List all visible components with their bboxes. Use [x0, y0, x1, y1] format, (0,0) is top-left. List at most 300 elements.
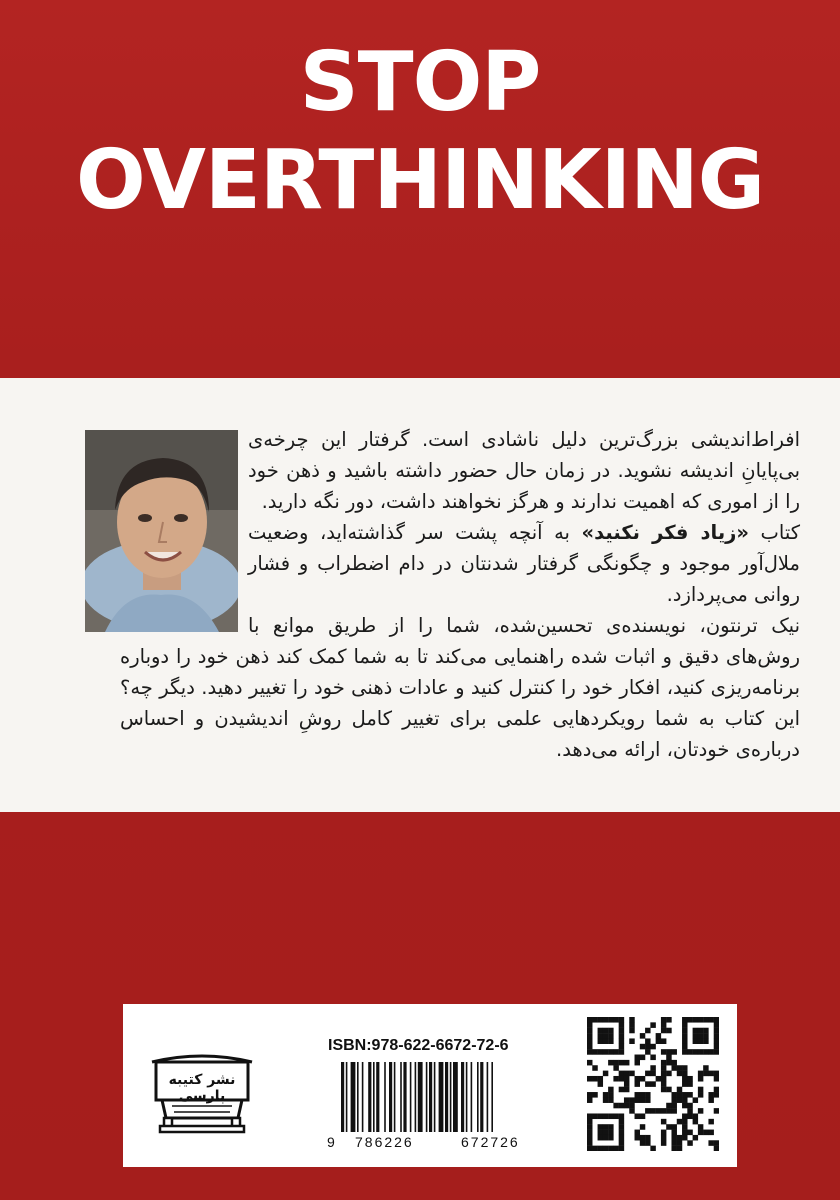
- qr-module: [608, 1087, 613, 1093]
- qr-module: [661, 1081, 666, 1087]
- qr-module: [629, 1103, 634, 1109]
- qr-module: [603, 1130, 608, 1136]
- qr-module: [629, 1017, 634, 1023]
- qr-module: [666, 1087, 671, 1093]
- barcode-bar: [389, 1062, 392, 1132]
- barcode-lead-digit: 9: [327, 1134, 335, 1150]
- qr-module: [645, 1038, 650, 1044]
- qr-module: [671, 1060, 676, 1066]
- qr-module: [714, 1033, 719, 1039]
- qr-module: [708, 1092, 713, 1098]
- qr-module: [619, 1017, 624, 1023]
- barcode-bar: [384, 1062, 386, 1132]
- qr-module: [603, 1033, 608, 1039]
- qr-module: [619, 1044, 624, 1050]
- qr-module: [619, 1071, 624, 1077]
- qr-module: [619, 1103, 624, 1109]
- qr-module: [587, 1028, 592, 1034]
- qr-module: [671, 1135, 676, 1141]
- barcode-left-digits: 786226: [355, 1134, 414, 1150]
- qr-module: [613, 1103, 618, 1109]
- qr-module: [708, 1097, 713, 1103]
- qr-module: [598, 1081, 603, 1087]
- barcode-bar: [445, 1062, 448, 1132]
- qr-module: [682, 1119, 687, 1125]
- qr-module: [682, 1049, 687, 1055]
- qr-module: [698, 1038, 703, 1044]
- qr-module: [682, 1124, 687, 1130]
- qr-module: [671, 1065, 676, 1071]
- qr-module: [587, 1124, 592, 1130]
- qr-module: [629, 1028, 634, 1034]
- qr-module: [714, 1092, 719, 1098]
- barcode-bar: [461, 1062, 464, 1132]
- description-paragraph-1: افراط‌اندیشی بزرگ‌ترین دلیل ناشادی است. گرفتار این چرخه‌ی بی‌پایانِ اندیشه نشوید. در زمان حال حضور داشته باشید و ذهن خود را از اموری که اهمیت ندارند و هرگز نخواهند داشت، دور نگه دارید.: [248, 428, 800, 513]
- qr-module: [677, 1087, 682, 1093]
- qr-module: [592, 1146, 597, 1151]
- qr-module: [619, 1119, 624, 1125]
- qr-module: [608, 1130, 613, 1136]
- qr-module: [635, 1060, 640, 1066]
- qr-module: [650, 1055, 655, 1061]
- qr-module: [592, 1113, 597, 1119]
- qr-module: [629, 1038, 634, 1044]
- qr-module: [693, 1028, 698, 1034]
- qr-module: [635, 1081, 640, 1087]
- qr-module: [687, 1081, 692, 1087]
- qr-module: [703, 1049, 708, 1055]
- qr-module: [587, 1049, 592, 1055]
- barcode-bar: [376, 1062, 379, 1132]
- qr-module: [671, 1146, 676, 1151]
- qr-module: [682, 1028, 687, 1034]
- qr-module: [608, 1097, 613, 1103]
- qr-module: [624, 1097, 629, 1103]
- qr-module: [703, 1038, 708, 1044]
- qr-module: [608, 1060, 613, 1066]
- qr-module: [603, 1071, 608, 1077]
- qr-module: [698, 1108, 703, 1114]
- qr-module: [693, 1017, 698, 1023]
- qr-module: [619, 1038, 624, 1044]
- qr-module: [687, 1130, 692, 1136]
- qr-module: [708, 1017, 713, 1023]
- qr-module: [587, 1146, 592, 1151]
- qr-module: [714, 1049, 719, 1055]
- barcode-bar: [477, 1062, 479, 1132]
- qr-module: [714, 1022, 719, 1028]
- qr-module: [714, 1038, 719, 1044]
- qr-module: [635, 1130, 640, 1136]
- qr-module: [645, 1049, 650, 1055]
- qr-module: [656, 1108, 661, 1114]
- barcode-bar: [418, 1062, 423, 1132]
- qr-module: [587, 1060, 592, 1066]
- qr-module: [687, 1017, 692, 1023]
- qr-module: [661, 1087, 666, 1093]
- qr-module: [640, 1055, 645, 1061]
- qr-module: [645, 1081, 650, 1087]
- qr-module: [666, 1055, 671, 1061]
- qr-module: [714, 1044, 719, 1050]
- qr-module: [587, 1033, 592, 1039]
- qr-module: [687, 1092, 692, 1098]
- qr-module: [714, 1146, 719, 1151]
- qr-module: [598, 1033, 603, 1039]
- qr-module: [671, 1140, 676, 1146]
- barcode-bar: [351, 1062, 356, 1132]
- qr-module: [587, 1017, 592, 1023]
- qr-module: [603, 1146, 608, 1151]
- qr-module: [613, 1049, 618, 1055]
- paragraph-2-prefix: کتاب: [748, 521, 801, 544]
- barcode-bar: [480, 1062, 483, 1132]
- qr-module: [603, 1097, 608, 1103]
- qr-module: [677, 1119, 682, 1125]
- barcode-bar: [429, 1062, 432, 1132]
- qr-module: [698, 1033, 703, 1039]
- qr-module: [671, 1108, 676, 1114]
- qr-module: [661, 1049, 666, 1055]
- qr-module: [714, 1017, 719, 1023]
- barcode-bar: [403, 1062, 406, 1132]
- qr-module: [635, 1055, 640, 1061]
- qr-code-icon: [587, 1017, 719, 1151]
- qr-module: [661, 1060, 666, 1066]
- qr-module: [624, 1060, 629, 1066]
- book-description: [120, 424, 800, 765]
- qr-module: [714, 1071, 719, 1077]
- qr-module: [650, 1065, 655, 1071]
- qr-module: [598, 1124, 603, 1130]
- qr-module: [619, 1022, 624, 1028]
- qr-module: [635, 1097, 640, 1103]
- qr-module: [693, 1097, 698, 1103]
- barcode-bar: [491, 1062, 493, 1132]
- qr-module: [714, 1028, 719, 1034]
- qr-module: [687, 1140, 692, 1146]
- qr-module: [708, 1071, 713, 1077]
- qr-module: [608, 1146, 613, 1151]
- qr-module: [682, 1135, 687, 1141]
- qr-module: [682, 1076, 687, 1082]
- barcode-bar: [434, 1062, 436, 1132]
- qr-module: [645, 1097, 650, 1103]
- qr-module: [703, 1033, 708, 1039]
- qr-module: [693, 1113, 698, 1119]
- qr-module: [650, 1044, 655, 1050]
- qr-module: [619, 1124, 624, 1130]
- qr-module: [645, 1140, 650, 1146]
- title-line-2: OVERTHINKING: [75, 133, 765, 228]
- qr-module: [666, 1103, 671, 1109]
- qr-module: [714, 1108, 719, 1114]
- qr-module: [703, 1130, 708, 1136]
- barcode-bar: [400, 1062, 402, 1132]
- qr-module: [640, 1113, 645, 1119]
- qr-module: [629, 1097, 634, 1103]
- qr-module: [703, 1017, 708, 1023]
- isbn-label: ISBN:978-622-6672-72-6: [328, 1037, 509, 1054]
- qr-module: [661, 1017, 666, 1023]
- qr-module: [598, 1076, 603, 1082]
- qr-module: [629, 1108, 634, 1114]
- qr-module: [619, 1033, 624, 1039]
- qr-module: [666, 1108, 671, 1114]
- qr-module: [656, 1033, 661, 1039]
- barcode-bar: [368, 1062, 371, 1132]
- qr-module: [703, 1065, 708, 1071]
- barcode-right-digits: 672726: [461, 1134, 520, 1150]
- qr-module: [619, 1076, 624, 1082]
- qr-module: [682, 1044, 687, 1050]
- qr-module: [608, 1124, 613, 1130]
- qr-module: [677, 1140, 682, 1146]
- qr-module: [693, 1119, 698, 1125]
- qr-module: [645, 1135, 650, 1141]
- qr-module: [608, 1028, 613, 1034]
- qr-module: [598, 1135, 603, 1141]
- qr-module: [640, 1124, 645, 1130]
- barcode-bar: [439, 1062, 444, 1132]
- qr-module: [682, 1017, 687, 1023]
- qr-module: [619, 1060, 624, 1066]
- qr-module: [661, 1130, 666, 1136]
- qr-module: [677, 1071, 682, 1077]
- qr-module: [671, 1092, 676, 1098]
- qr-module: [624, 1081, 629, 1087]
- qr-module: [656, 1038, 661, 1044]
- qr-module: [687, 1049, 692, 1055]
- qr-module: [682, 1113, 687, 1119]
- barcode-bar: [394, 1062, 396, 1132]
- qr-module: [592, 1092, 597, 1098]
- qr-module: [671, 1097, 676, 1103]
- qr-module: [687, 1113, 692, 1119]
- qr-module: [645, 1028, 650, 1034]
- barcode-bar: [346, 1062, 348, 1132]
- qr-module: [587, 1076, 592, 1082]
- qr-module: [603, 1028, 608, 1034]
- qr-module: [635, 1113, 640, 1119]
- qr-module: [624, 1076, 629, 1082]
- qr-module: [666, 1049, 671, 1055]
- qr-module: [619, 1113, 624, 1119]
- qr-module: [661, 1140, 666, 1146]
- qr-module: [619, 1146, 624, 1151]
- qr-module: [682, 1130, 687, 1136]
- qr-module: [619, 1130, 624, 1136]
- qr-module: [677, 1135, 682, 1141]
- qr-module: [624, 1103, 629, 1109]
- qr-module: [603, 1049, 608, 1055]
- qr-module: [592, 1076, 597, 1082]
- qr-module: [671, 1103, 676, 1109]
- qr-module: [666, 1017, 671, 1023]
- qr-module: [666, 1060, 671, 1066]
- qr-module: [693, 1033, 698, 1039]
- barcode-bar: [362, 1062, 364, 1132]
- qr-module: [671, 1124, 676, 1130]
- qr-module: [661, 1076, 666, 1082]
- qr-module: [682, 1038, 687, 1044]
- qr-module: [677, 1146, 682, 1151]
- qr-module: [682, 1022, 687, 1028]
- qr-module: [608, 1113, 613, 1119]
- qr-module: [603, 1092, 608, 1098]
- qr-module: [635, 1092, 640, 1098]
- qr-module: [661, 1038, 666, 1044]
- qr-module: [650, 1071, 655, 1077]
- qr-module: [698, 1071, 703, 1077]
- qr-module: [708, 1140, 713, 1146]
- qr-module: [587, 1022, 592, 1028]
- qr-module: [661, 1119, 666, 1125]
- qr-module: [598, 1038, 603, 1044]
- qr-module: [603, 1113, 608, 1119]
- qr-module: [587, 1140, 592, 1146]
- photo-spacer: [120, 424, 248, 639]
- qr-module: [592, 1065, 597, 1071]
- qr-module: [619, 1049, 624, 1055]
- qr-module: [613, 1017, 618, 1023]
- qr-module: [598, 1017, 603, 1023]
- qr-module: [682, 1097, 687, 1103]
- qr-module: [619, 1135, 624, 1141]
- book-title: [0, 34, 840, 230]
- qr-module: [608, 1049, 613, 1055]
- qr-module: [608, 1033, 613, 1039]
- barcode-bar: [453, 1062, 458, 1132]
- qr-module: [714, 1076, 719, 1082]
- qr-module: [714, 1140, 719, 1146]
- qr-module: [677, 1065, 682, 1071]
- qr-module: [687, 1076, 692, 1082]
- qr-module: [640, 1092, 645, 1098]
- qr-module: [629, 1022, 634, 1028]
- qr-module: [592, 1017, 597, 1023]
- qr-module: [698, 1130, 703, 1136]
- qr-module: [698, 1028, 703, 1034]
- qr-module: [608, 1092, 613, 1098]
- qr-module: [661, 1022, 666, 1028]
- qr-module: [671, 1130, 676, 1136]
- barcode-bar: [410, 1062, 412, 1132]
- qr-module: [698, 1092, 703, 1098]
- qr-module: [645, 1071, 650, 1077]
- qr-module: [650, 1108, 655, 1114]
- qr-module: [613, 1146, 618, 1151]
- qr-module: [661, 1065, 666, 1071]
- qr-module: [666, 1028, 671, 1034]
- qr-module: [698, 1124, 703, 1130]
- qr-module: [682, 1092, 687, 1098]
- qr-module: [608, 1017, 613, 1023]
- qr-module: [682, 1071, 687, 1077]
- qr-module: [682, 1103, 687, 1109]
- qr-module: [598, 1049, 603, 1055]
- qr-module: [624, 1087, 629, 1093]
- qr-module: [603, 1038, 608, 1044]
- qr-module: [587, 1113, 592, 1119]
- qr-module: [587, 1044, 592, 1050]
- publisher-name: نشر کتیبه پارسی: [168, 1072, 236, 1104]
- qr-module: [592, 1049, 597, 1055]
- qr-module: [645, 1108, 650, 1114]
- qr-module: [645, 1044, 650, 1050]
- qr-module: [682, 1033, 687, 1039]
- qr-module: [656, 1076, 661, 1082]
- qr-module: [640, 1033, 645, 1039]
- qr-module: [687, 1103, 692, 1109]
- qr-module: [587, 1130, 592, 1136]
- qr-module: [598, 1130, 603, 1136]
- barcode-bar: [415, 1062, 417, 1132]
- description-paragraph-3: نیک ترنتون، نویسنده‌ی تحسین‌شده، شما را از طریق موانع با روش‌های دقیق و اثبات شده راهنمایی می‌کند تا به شما کمک کند ذهن خود را دوباره برنامه‌ریزی کنید، افکار خود را کنترل کنید و عادات ذهنی خود را تغییر دهید. دیگر چه؟ این کتاب به شما رویکردهایی علمی برای تغییر کامل روشِ اندیشیدن و احساس درباره‌ی خودتان، ارائه می‌دهد.: [120, 614, 800, 761]
- qr-module: [587, 1097, 592, 1103]
- qr-module: [608, 1038, 613, 1044]
- qr-module: [587, 1135, 592, 1141]
- barcode-bar: [373, 1062, 375, 1132]
- qr-module: [677, 1097, 682, 1103]
- qr-module: [666, 1071, 671, 1077]
- barcode-bar: [426, 1062, 428, 1132]
- qr-module: [587, 1119, 592, 1125]
- qr-module: [703, 1071, 708, 1077]
- barcode-bar: [471, 1062, 473, 1132]
- qr-module: [682, 1065, 687, 1071]
- qr-module: [714, 1087, 719, 1093]
- qr-module: [708, 1130, 713, 1136]
- qr-module: [598, 1146, 603, 1151]
- qr-module: [598, 1113, 603, 1119]
- qr-module: [650, 1146, 655, 1151]
- qr-module: [635, 1135, 640, 1141]
- qr-module: [603, 1124, 608, 1130]
- paragraph-2-suffix: به آنچه پشت سر گذاشته‌اید، وضعیت ملال‌آور موجود و چگونگی گرفتار شدنتان در دام اضطراب و فشار روانی می‌پردازد.: [248, 521, 800, 606]
- qr-module: [619, 1140, 624, 1146]
- qr-module: [640, 1044, 645, 1050]
- qr-module: [613, 1113, 618, 1119]
- qr-module: [687, 1108, 692, 1114]
- qr-module: [608, 1135, 613, 1141]
- qr-module: [613, 1076, 618, 1082]
- barcode-bar: [357, 1062, 359, 1132]
- qr-module: [682, 1081, 687, 1087]
- isbn-barcode: [337, 1062, 563, 1132]
- qr-module: [624, 1071, 629, 1077]
- qr-module: [703, 1028, 708, 1034]
- qr-module: [708, 1119, 713, 1125]
- qr-module: [603, 1135, 608, 1141]
- barcode-bar: [450, 1062, 452, 1132]
- qr-module: [693, 1049, 698, 1055]
- qr-module: [640, 1076, 645, 1082]
- qr-module: [708, 1049, 713, 1055]
- qr-module: [635, 1076, 640, 1082]
- qr-module: [698, 1049, 703, 1055]
- qr-module: [619, 1087, 624, 1093]
- qr-module: [640, 1140, 645, 1146]
- qr-module: [613, 1065, 618, 1071]
- qr-module: [603, 1017, 608, 1023]
- qr-module: [629, 1071, 634, 1077]
- qr-module: [598, 1028, 603, 1034]
- qr-module: [671, 1049, 676, 1055]
- persian-book-title: «زیاد فکر نکنید»: [581, 521, 749, 544]
- qr-module: [645, 1092, 650, 1098]
- qr-module: [613, 1060, 618, 1066]
